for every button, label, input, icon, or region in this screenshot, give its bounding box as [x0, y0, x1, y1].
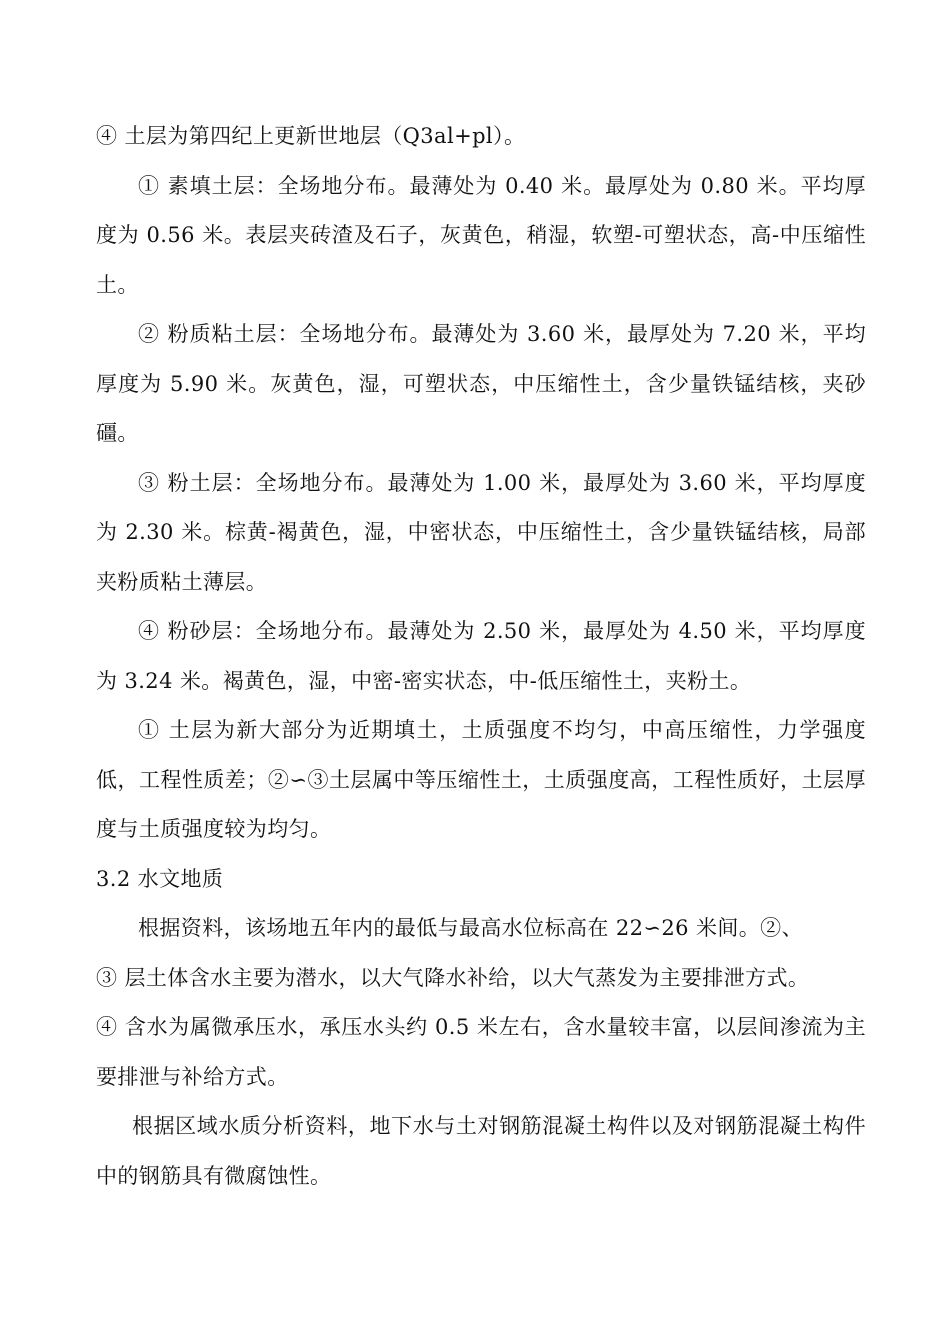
paragraph-silt-layer: ③ 粉土层：全场地分布。最薄处为 1.00 米，最厚处为 3.60 米，平均厚度为 2.30 米。棕黄-褐黄色，湿，中密状态，中压缩性土，含少量铁锰结核，局部夹粉质粘土薄层。 [96, 470, 866, 594]
paragraph-confined-water: ④ 含水为属微承压水，承压水头约 0.5 米左右，含水量较丰富，以层间渗流为主要排泄与补给方式。 [96, 1015, 866, 1089]
paragraph-silty-sand-layer: ④ 粉砂层：全场地分布。最薄处为 2.50 米，最厚处为 4.50 米，平均厚度为 3.24 米。褐黄色，湿，中密-密实状态，中-低压缩性土，夹粉土。 [96, 619, 866, 693]
paragraph-silty-clay-layer: ② 粉质粘土层：全场地分布。最薄处为 3.60 米，最厚处为 7.20 米，平均厚度为 5.90 米。灰黄色，湿，可塑状态，中压缩性土，含少量铁锰结核，夹砂礓。 [96, 322, 866, 445]
paragraph-layer-evaluation: ① 土层为新大部分为近期填土，土质强度不均匀，中高压缩性，力学强度低，工程性质差；②∽③土层属中等压缩性土，土质强度高，工程性质好，土层厚度与土质强度较为均匀。 [96, 718, 866, 841]
paragraph-phreatic-water: ③ 层土体含水主要为潜水，以大气降水补给，以大气蒸发为主要排泄方式。 [96, 965, 810, 990]
paragraph-corrosivity: 根据区域水质分析资料，地下水与土对钢筋混凝土构件以及对钢筋混凝土构件中的钢筋具有微腐蚀性。 [96, 1114, 866, 1188]
document-body [96, 112, 866, 1201]
paragraph-stratum-intro: ④ 土层为第四纪上更新世地层（Q3al+pl）。 [96, 124, 526, 148]
paragraph-fill-soil-layer: ① 素填土层：全场地分布。最薄处为 0.40 米。最厚处为 0.80 米。平均厚度为 0.56 米。表层夹砖渣及石子，灰黄色，稍湿，软塑-可塑状态，高-中压缩性土。 [96, 173, 866, 297]
section-heading-hydrogeology: 3.2 水文地质 [96, 866, 224, 891]
paragraph-water-level: 根据资料，该场地五年内的最低与最高水位标高在 22∽26 米间。②、 [138, 916, 803, 940]
